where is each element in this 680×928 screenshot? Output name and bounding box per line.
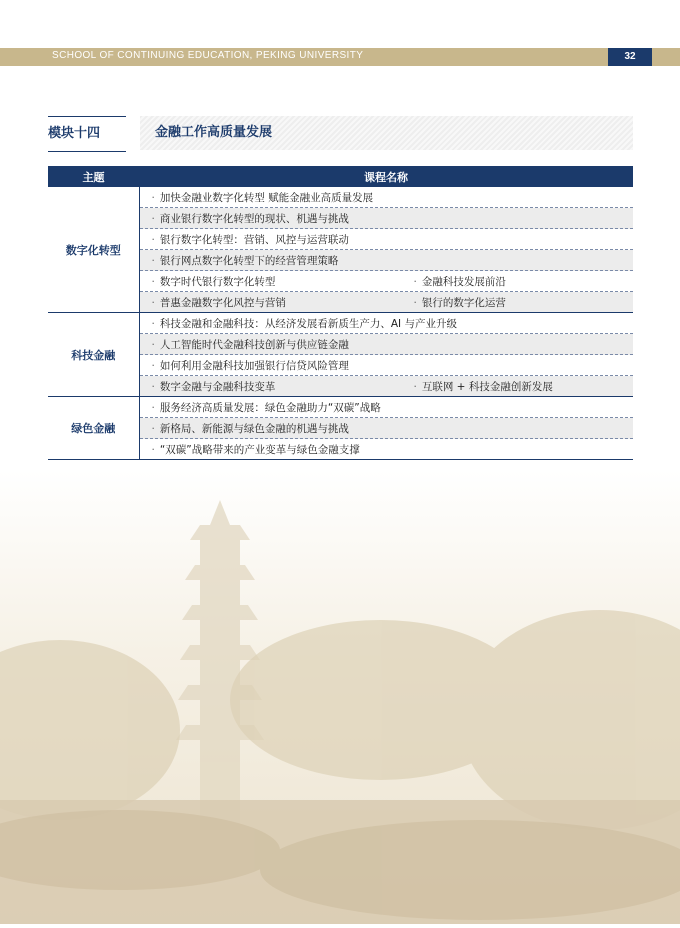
course-name bbox=[152, 190, 374, 205]
bullet-icon: · bbox=[151, 380, 155, 393]
course-text: 普惠金融数字化风控与营销 bbox=[159, 296, 286, 309]
background-photo bbox=[0, 470, 680, 924]
bullet-icon: · bbox=[151, 212, 155, 225]
course-cell bbox=[139, 376, 633, 397]
course-cell bbox=[139, 187, 633, 208]
course-name bbox=[152, 337, 349, 352]
course-cell bbox=[139, 229, 633, 250]
course-name bbox=[152, 442, 360, 457]
course-name bbox=[152, 295, 402, 310]
course-cell bbox=[139, 292, 633, 313]
course-name bbox=[402, 274, 506, 289]
module-title: 金融工作高质量发展 bbox=[155, 125, 273, 140]
bullet-icon: · bbox=[151, 275, 155, 288]
bullet-icon: · bbox=[413, 380, 417, 393]
bullet-icon: · bbox=[151, 191, 155, 204]
course-name bbox=[152, 379, 402, 394]
course-text: 加快金融业数字化转型 赋能金融业高质量发展 bbox=[159, 191, 374, 204]
course-cell bbox=[139, 334, 633, 355]
course-cell bbox=[139, 313, 633, 334]
module-title-box bbox=[140, 116, 633, 150]
module-label: 模块十四 bbox=[48, 116, 126, 152]
course-text: 金融科技发展前沿 bbox=[421, 275, 506, 288]
course-table bbox=[48, 166, 633, 460]
course-text: 数字金融与金融科技变革 bbox=[159, 380, 276, 393]
table-row bbox=[48, 187, 633, 208]
course-text: 互联网 + 科技金融创新发展 bbox=[421, 380, 553, 393]
course-cell bbox=[139, 418, 633, 439]
course-text: 银行数字化转型：营销、风控与运营联动 bbox=[159, 233, 349, 246]
course-name bbox=[152, 400, 381, 415]
bullet-icon: · bbox=[413, 275, 417, 288]
table-row bbox=[48, 313, 633, 334]
course-name bbox=[152, 211, 349, 226]
course-text: 数字时代银行数字化转型 bbox=[159, 275, 276, 288]
course-text: 如何利用金融科技加强银行信贷风险管理 bbox=[159, 359, 349, 372]
course-cell bbox=[139, 355, 633, 376]
course-text: 银行网点数字化转型下的经营管理策略 bbox=[159, 254, 339, 267]
page-number: 32 bbox=[608, 48, 652, 66]
bullet-icon: · bbox=[151, 443, 155, 456]
bullet-icon: · bbox=[413, 296, 417, 309]
course-cell bbox=[139, 439, 633, 460]
course-cell bbox=[139, 250, 633, 271]
course-name bbox=[152, 421, 349, 436]
topic-cell: 绿色金融 bbox=[48, 397, 139, 460]
course-text: “双碳”战略带来的产业变革与绿色金融支撑 bbox=[159, 443, 360, 456]
course-cell bbox=[139, 208, 633, 229]
bullet-icon: · bbox=[151, 338, 155, 351]
course-name bbox=[152, 316, 457, 331]
table-row bbox=[48, 397, 633, 418]
course-cell bbox=[139, 271, 633, 292]
bullet-icon: · bbox=[151, 254, 155, 267]
course-text: 服务经济高质量发展：绿色金融助力“双碳”战略 bbox=[159, 401, 381, 414]
bullet-icon: · bbox=[151, 317, 155, 330]
course-text: 商业银行数字化转型的现状、机遇与挑战 bbox=[159, 212, 349, 225]
topic-cell: 数字化转型 bbox=[48, 187, 139, 313]
course-name bbox=[152, 358, 349, 373]
course-name bbox=[152, 232, 349, 247]
bullet-icon: · bbox=[151, 422, 155, 435]
bullet-icon: · bbox=[151, 359, 155, 372]
header-topic: 主题 bbox=[48, 166, 139, 187]
course-text: 银行的数字化运营 bbox=[421, 296, 506, 309]
course-text: 科技金融和金融科技：从经济发展看新质生产力、AI 与产业升级 bbox=[159, 317, 457, 330]
course-cell bbox=[139, 397, 633, 418]
topic-cell: 科技金融 bbox=[48, 313, 139, 397]
course-text: 新格局、新能源与绿色金融的机遇与挑战 bbox=[159, 422, 349, 435]
course-name bbox=[402, 379, 553, 394]
pagoda-trees-image bbox=[0, 470, 680, 924]
bullet-icon: · bbox=[151, 233, 155, 246]
school-name: SCHOOL OF CONTINUING EDUCATION, PEKING UNIVERSITY bbox=[52, 50, 364, 61]
header-course: 课程名称 bbox=[139, 166, 633, 187]
bullet-icon: · bbox=[151, 401, 155, 414]
course-name bbox=[152, 274, 402, 289]
course-name bbox=[152, 253, 339, 268]
course-name bbox=[402, 295, 506, 310]
course-text: 人工智能时代金融科技创新与供应链金融 bbox=[159, 338, 349, 351]
bullet-icon: · bbox=[151, 296, 155, 309]
